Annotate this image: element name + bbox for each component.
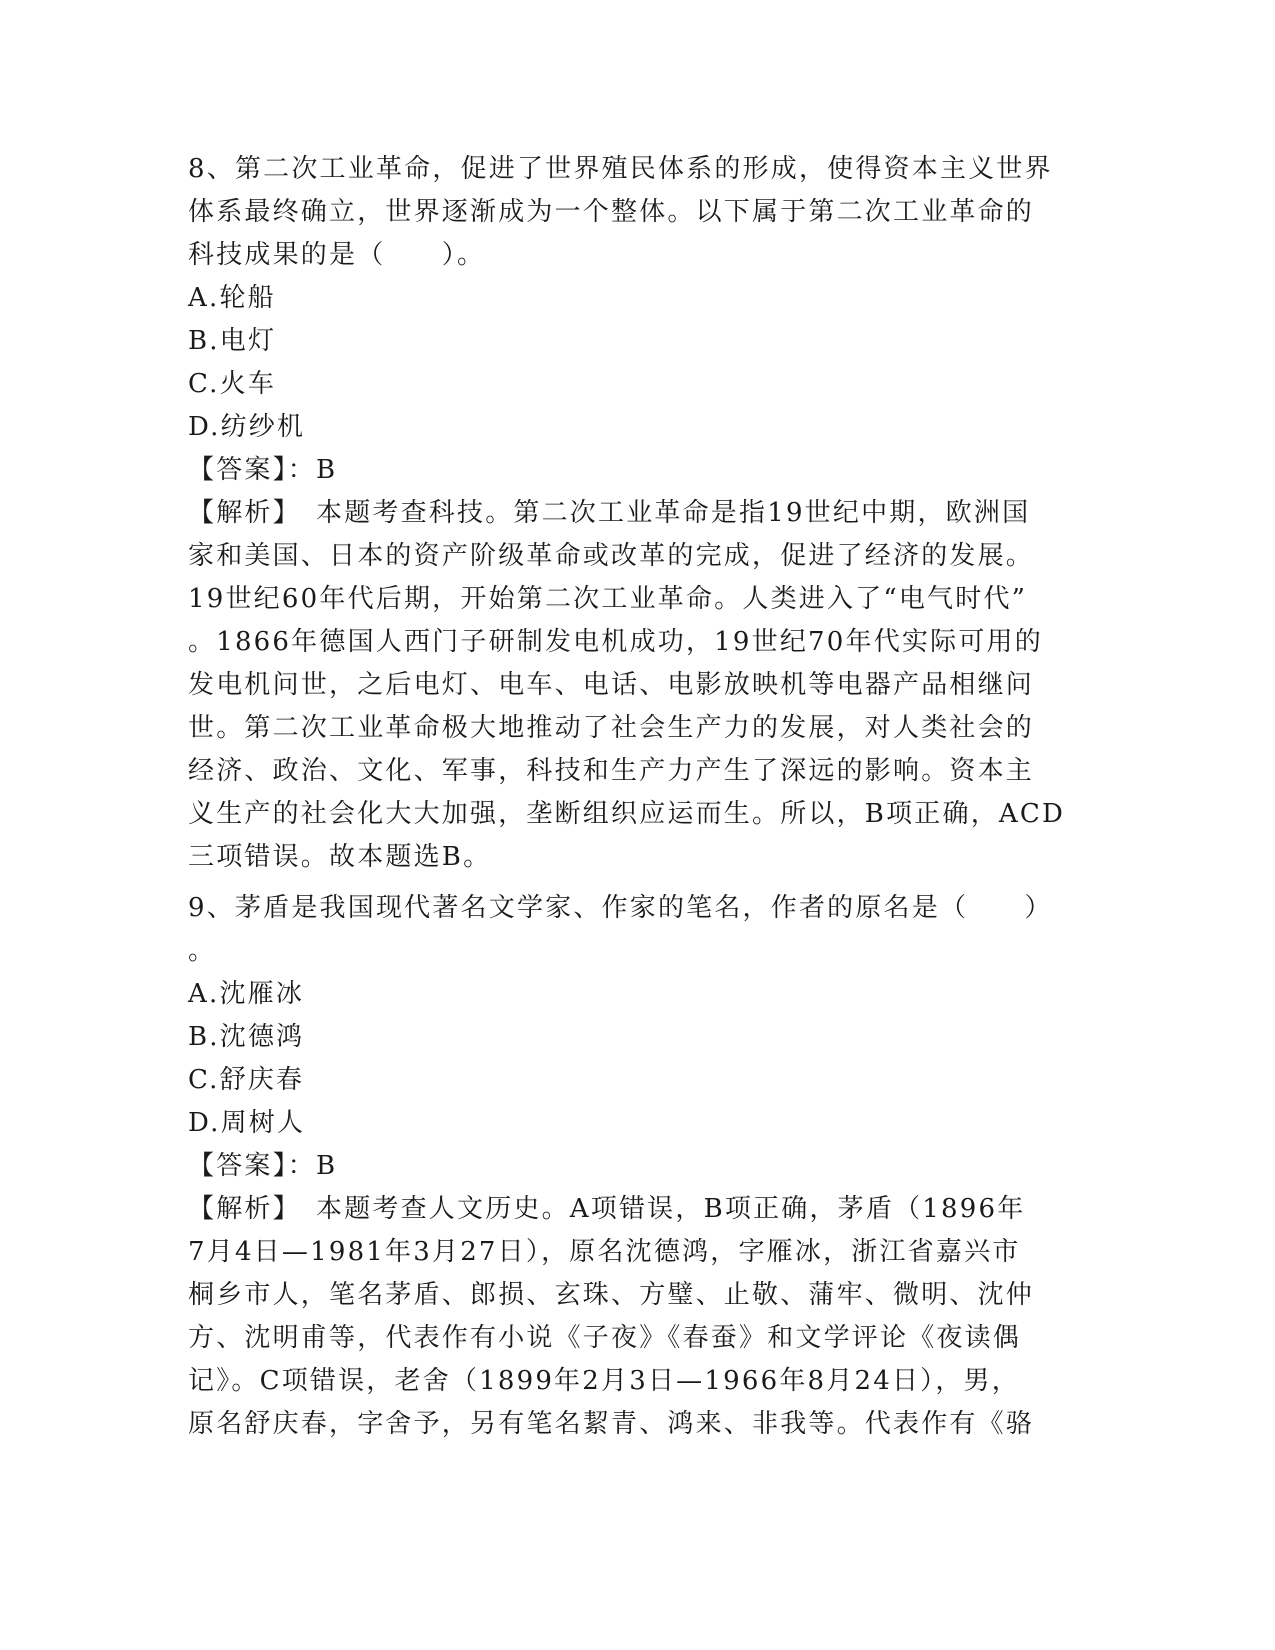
question-stem-line: 科技成果的是（ ）。 bbox=[188, 240, 486, 270]
option-c: C.火车 bbox=[188, 369, 277, 399]
analysis-line: 原名舒庆春，字舍予，另有笔名絜青、鸿来、非我等。代表作有《骆 bbox=[188, 1409, 1035, 1439]
analysis-line: 19世纪60年代后期，开始第二次工业革命。人类进入了“电气时代” bbox=[188, 584, 1028, 614]
analysis-line: 义生产的社会化大大加强，垄断组织应运而生。所以，B项正确，ACD bbox=[188, 799, 1066, 829]
answer-line: 【答案】：B bbox=[188, 455, 338, 485]
question-stem-line: 8、第二次工业革命，促进了世界殖民体系的形成，使得资本主义世界 bbox=[188, 154, 1053, 184]
question-stem-line: 。 bbox=[188, 936, 217, 966]
analysis-line: 桐乡市人，笔名茅盾、郎损、玄珠、方璧、止敬、蒲牢、微明、沈仲 bbox=[188, 1280, 1035, 1310]
analysis-line: 世。第二次工业革命极大地推动了社会生产力的发展，对人类社会的 bbox=[188, 713, 1035, 743]
option-a: A.轮船 bbox=[188, 283, 276, 313]
answer-line: 【答案】：B bbox=[188, 1151, 338, 1181]
question-gap bbox=[188, 879, 1088, 887]
analysis-line: 方、沈明甫等，代表作有小说《子夜》《春蚕》和文学评论《夜读偶 bbox=[188, 1323, 1022, 1353]
option-b: B.沈德鸿 bbox=[188, 1022, 305, 1052]
analysis-line: 家和美国、日本的资产阶级革命或改革的完成，促进了经济的发展。 bbox=[188, 541, 1035, 571]
document-content bbox=[188, 148, 1088, 1446]
analysis-line: 经济、政治、文化、军事，科技和生产力产生了深远的影响。资本主 bbox=[188, 756, 1035, 786]
option-c: C.舒庆春 bbox=[188, 1065, 305, 1095]
question-8 bbox=[188, 148, 1088, 879]
option-d: D.纺纱机 bbox=[188, 412, 306, 442]
analysis-line: 【解析】 本题考查科技。第二次工业革命是指19世纪中期，欧洲国 bbox=[188, 498, 1031, 528]
question-9 bbox=[188, 887, 1088, 1446]
analysis-line: 。1866年德国人西门子研制发电机成功，19世纪70年代实际可用的 bbox=[188, 627, 1043, 657]
analysis-line: 记》。C项错误，老舍（1899年2月3日—1966年8月24日），男， bbox=[188, 1366, 1020, 1396]
option-b: B.电灯 bbox=[188, 326, 277, 356]
analysis-line: 三项错误。故本题选B。 bbox=[188, 842, 492, 872]
analysis-line: 7月4日—1981年3月27日），原名沈德鸿，字雁冰，浙江省嘉兴市 bbox=[188, 1237, 1021, 1267]
question-stem-line: 体系最终确立，世界逐渐成为一个整体。以下属于第二次工业革命的 bbox=[188, 197, 1035, 227]
option-a: A.沈雁冰 bbox=[188, 979, 305, 1009]
analysis-line: 发电机问世，之后电灯、电车、电话、电影放映机等电器产品相继问 bbox=[188, 670, 1035, 700]
option-d: D.周树人 bbox=[188, 1108, 306, 1138]
analysis-line: 【解析】 本题考查人文历史。A项错误，B项正确，茅盾（1896年 bbox=[188, 1194, 1026, 1224]
question-stem-line: 9、茅盾是我国现代著名文学家、作家的笔名，作者的原名是（ ） bbox=[188, 893, 1053, 923]
